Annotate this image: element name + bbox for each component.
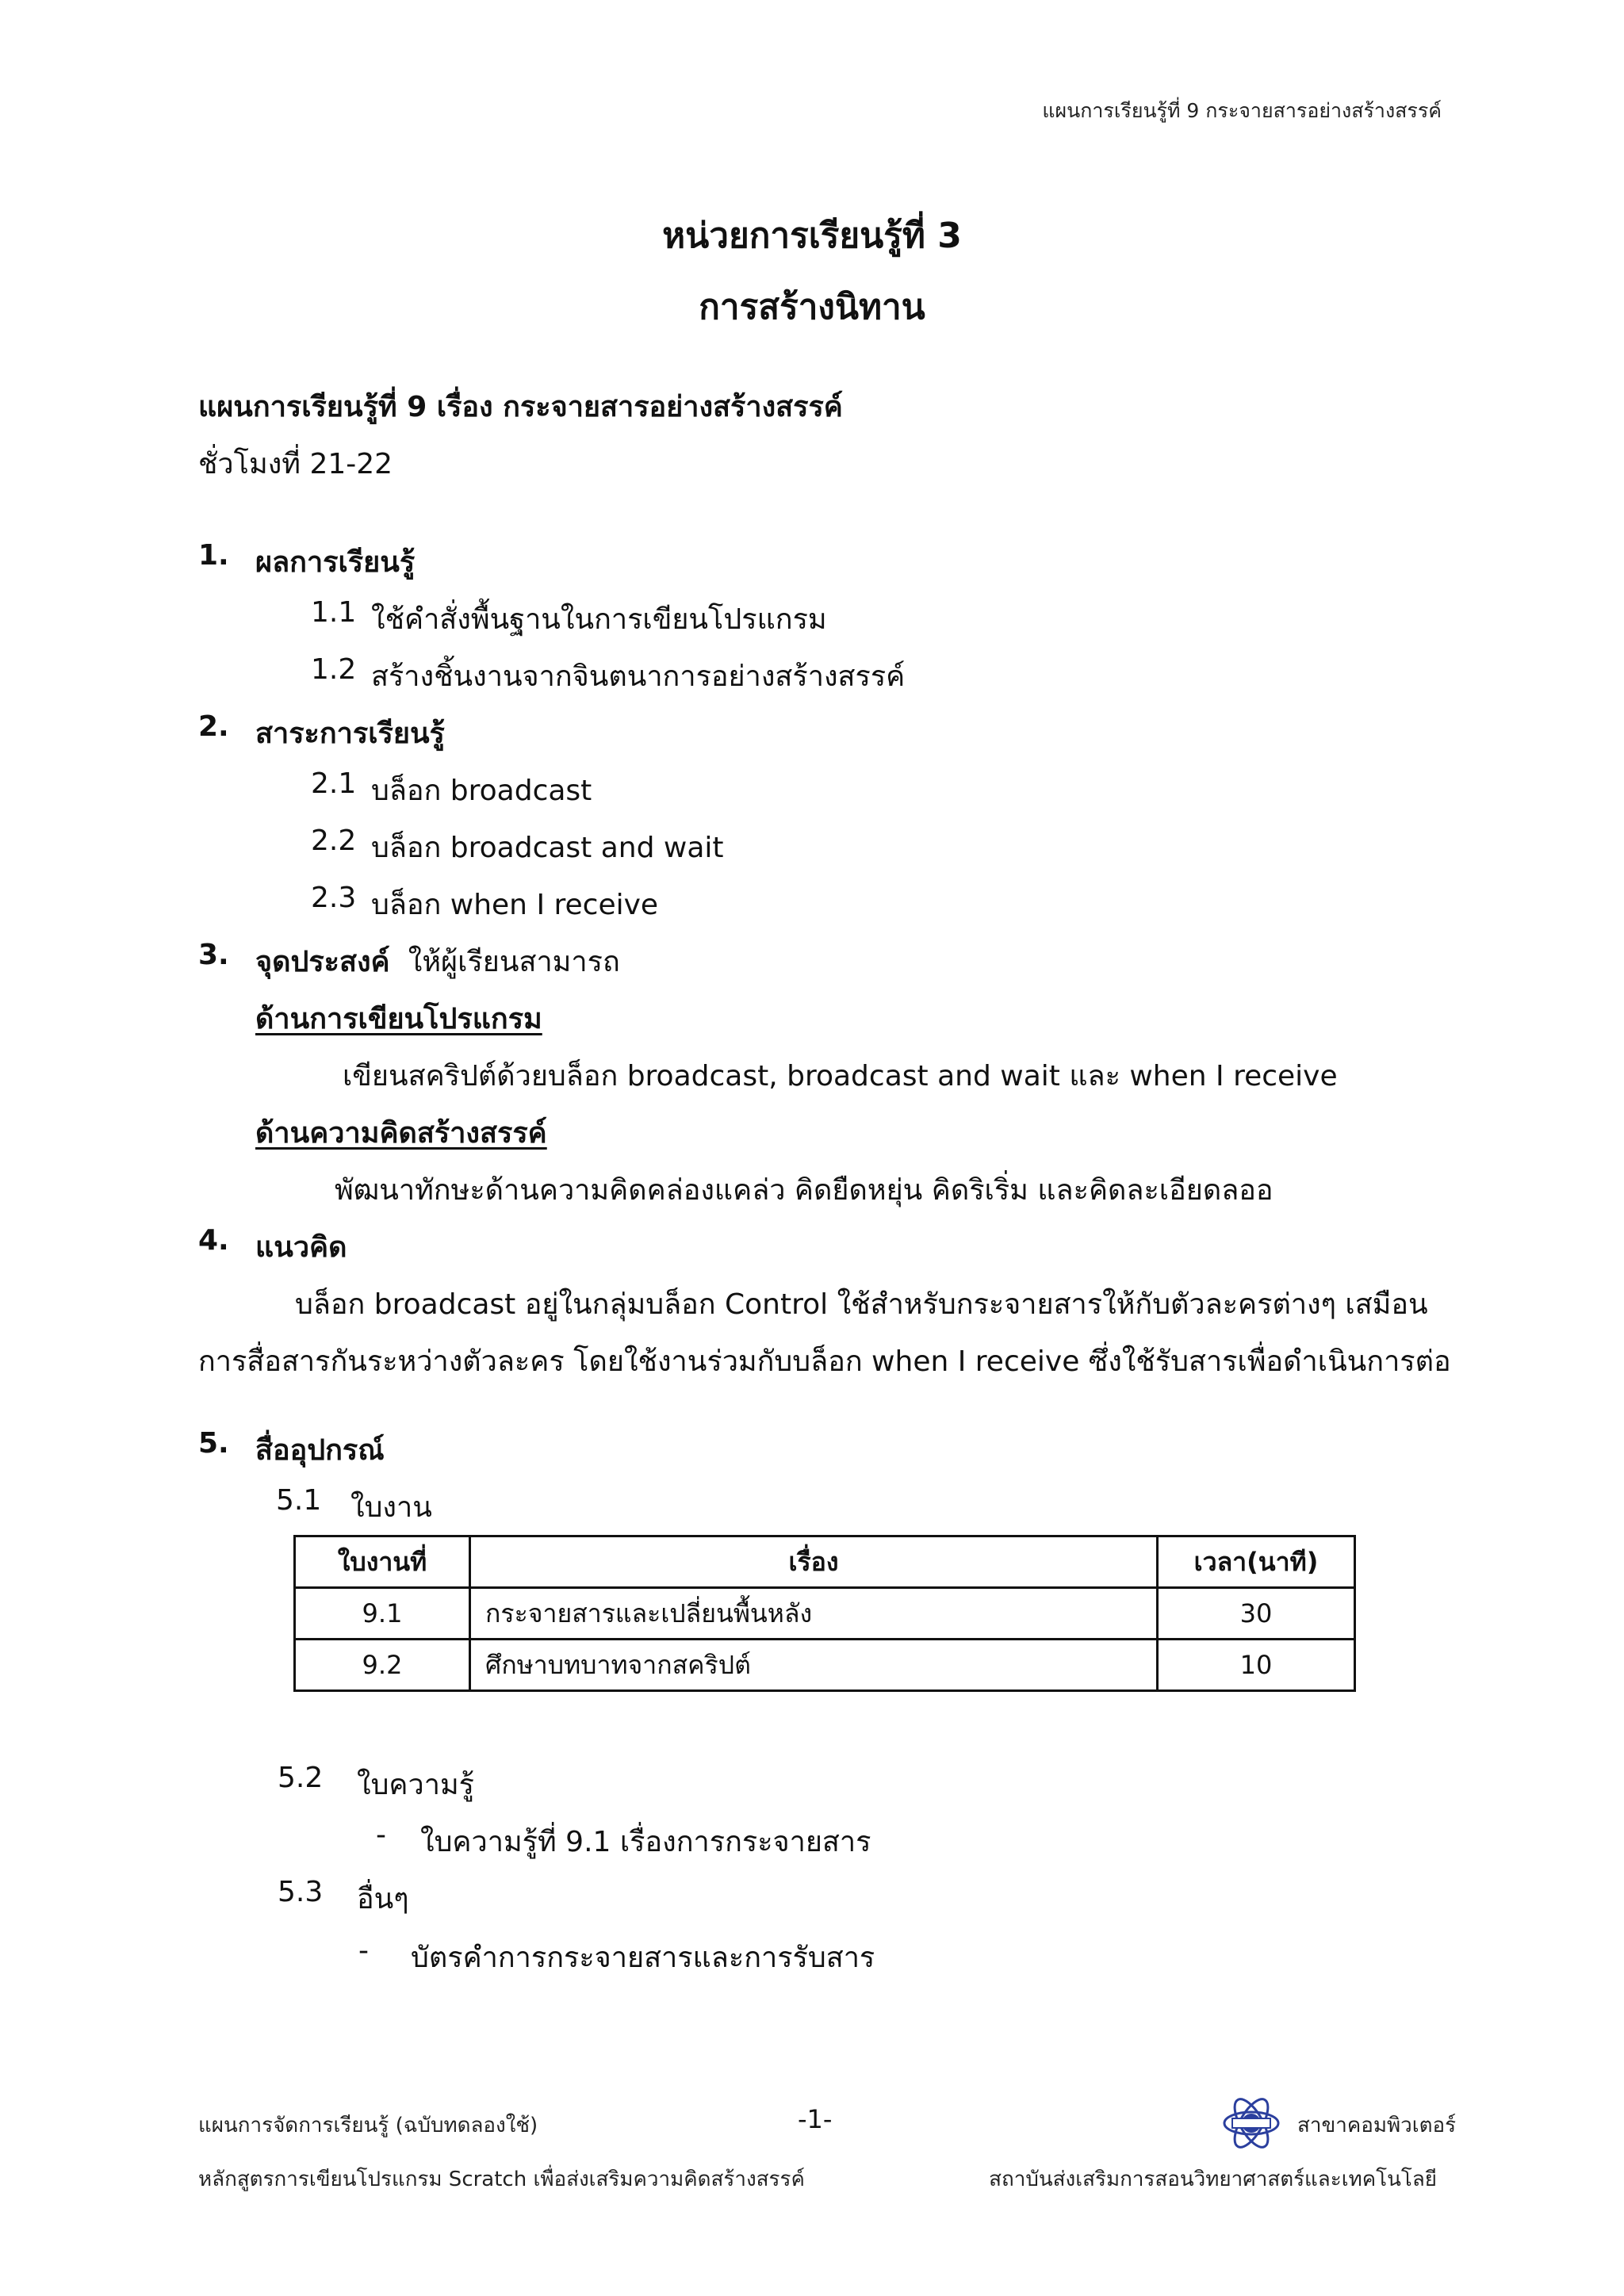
table-header-cell: เรื่อง xyxy=(470,1536,1158,1588)
table-header-row xyxy=(295,1536,1355,1588)
section-5-2-number: 5.2 xyxy=(278,1762,324,1794)
footer-right-line-2: สถาบันส่งเสริมการสอนวิทยาศาสตร์และเทคโนโลยี xyxy=(989,2168,1437,2191)
section-1-item-text: สร้างชิ้นงานจากจินตนาการอย่างสร้างสรรค์ xyxy=(371,660,906,693)
worksheet-table xyxy=(293,1535,1356,1692)
section-4-title: แนวคิด xyxy=(255,1231,347,1264)
section-5-2-dash: - xyxy=(376,1819,386,1851)
section-1-title: ผลการเรียนรู้ xyxy=(255,546,416,579)
table-cell: กระจายสารและเปลี่ยนพื้นหลัง xyxy=(470,1588,1158,1640)
section-3-sub-heading-programming: ด้านการเขียนโปรแกรม xyxy=(255,1003,542,1035)
section-2-item-number: 2.1 xyxy=(311,767,357,800)
section-5-1-number: 5.1 xyxy=(276,1484,322,1517)
unit-subtitle: การสร้างนิทาน xyxy=(699,287,925,327)
section-3-number: 3. xyxy=(198,939,229,971)
section-4-paragraph-line-1: บล็อก broadcast อยู่ในกลุ่มบล็อก Control ใช้สำหรับกระจายสารให้กับตัวละครต่างๆ เสมือน xyxy=(295,1288,1428,1321)
section-1-item-number: 1.2 xyxy=(311,653,357,686)
ipst-logo-icon xyxy=(1221,2093,1281,2153)
section-4-number: 4. xyxy=(198,1224,229,1257)
section-3-sub-text-creativity: พัฒนาทักษะด้านความคิดคล่องแคล่ว คิดยืดหยุ่น คิดริเริ่ม และคิดละเอียดลออ xyxy=(335,1174,1274,1207)
section-5-2-item: ใบความรู้ที่ 9.1 เรื่องการกระจายสาร xyxy=(420,1826,871,1858)
table-cell: 30 xyxy=(1158,1588,1355,1640)
section-3-sub-text-programming: เขียนสคริปต์ด้วยบล็อก broadcast, broadcast and wait และ when I receive xyxy=(343,1060,1338,1093)
section-5-3-item: บัตรคำการกระจายสารและการรับสาร xyxy=(411,1942,875,1974)
plan-hours: ชั่วโมงที่ 21-22 xyxy=(198,448,393,480)
section-5-3-number: 5.3 xyxy=(278,1876,324,1908)
section-5-3-dash: - xyxy=(358,1934,369,1967)
section-2-item-text: บล็อก broadcast xyxy=(371,775,592,807)
section-2-item-text: บล็อก when I receive xyxy=(371,889,659,921)
table-header-cell: ใบงานที่ xyxy=(295,1536,470,1588)
table-row xyxy=(295,1640,1355,1691)
plan-heading: แผนการเรียนรู้ที่ 9 เรื่อง กระจายสารอย่างสร้างสรรค์ xyxy=(198,391,843,423)
section-3-title-suffix: ให้ผู้เรียนสามารถ xyxy=(408,946,620,978)
section-3-title: จุดประสงค์ xyxy=(255,946,390,978)
section-5-number: 5. xyxy=(198,1427,229,1460)
section-1-item-text: ใช้คำสั่งพื้นฐานในการเขียนโปรแกรม xyxy=(371,603,827,636)
section-5-3-title: อื่นๆ xyxy=(357,1883,409,1915)
page-number: -1- xyxy=(798,2104,833,2134)
section-2-item-text: บล็อก broadcast and wait xyxy=(371,832,724,864)
table-cell: 9.1 xyxy=(295,1588,470,1640)
section-2-item-number: 2.3 xyxy=(311,882,357,914)
footer-left-line-1: แผนการจัดการเรียนรู้ (ฉบับทดลองใช้) xyxy=(198,2114,538,2137)
table-header-cell: เวลา(นาที) xyxy=(1158,1536,1355,1588)
section-2-number: 2. xyxy=(198,710,229,743)
section-3-sub-heading-creativity: ด้านความคิดสร้างสรรค์ xyxy=(255,1117,547,1150)
running-header: แผนการเรียนรู้ที่ 9 กระจายสารอย่างสร้างสรรค์ xyxy=(1042,99,1442,122)
section-5-title: สื่ออุปกรณ์ xyxy=(255,1434,385,1467)
footer-left-line-2: หลักสูตรการเขียนโปรแกรม Scratch เพื่อส่งเสริมความคิดสร้างสรรค์ xyxy=(198,2168,805,2191)
section-2-item-number: 2.2 xyxy=(311,825,357,857)
unit-title: หน่วยการเรียนรู้ที่ 3 xyxy=(662,216,962,256)
table-cell: 9.2 xyxy=(295,1640,470,1691)
section-4-paragraph-line-2: การสื่อสารกันระหว่างตัวละคร โดยใช้งานร่วมกับบล็อก when I receive ซึ่งใช้รับสารเพื่อดำเนินการต่อ xyxy=(198,1345,1451,1378)
table-cell: 10 xyxy=(1158,1640,1355,1691)
section-1-item-number: 1.1 xyxy=(311,596,357,629)
section-5-1-title: ใบงาน xyxy=(350,1491,432,1524)
section-1-number: 1. xyxy=(198,539,229,572)
table-row xyxy=(295,1588,1355,1640)
table-cell: ศึกษาบทบาทจากสคริปต์ xyxy=(470,1640,1158,1691)
section-5-2-title: ใบความรู้ xyxy=(357,1769,475,1801)
footer-right-line-1: สาขาคอมพิวเตอร์ xyxy=(1297,2114,1457,2137)
section-3-title-line xyxy=(255,939,620,984)
section-2-title: สาระการเรียนรู้ xyxy=(255,718,445,750)
